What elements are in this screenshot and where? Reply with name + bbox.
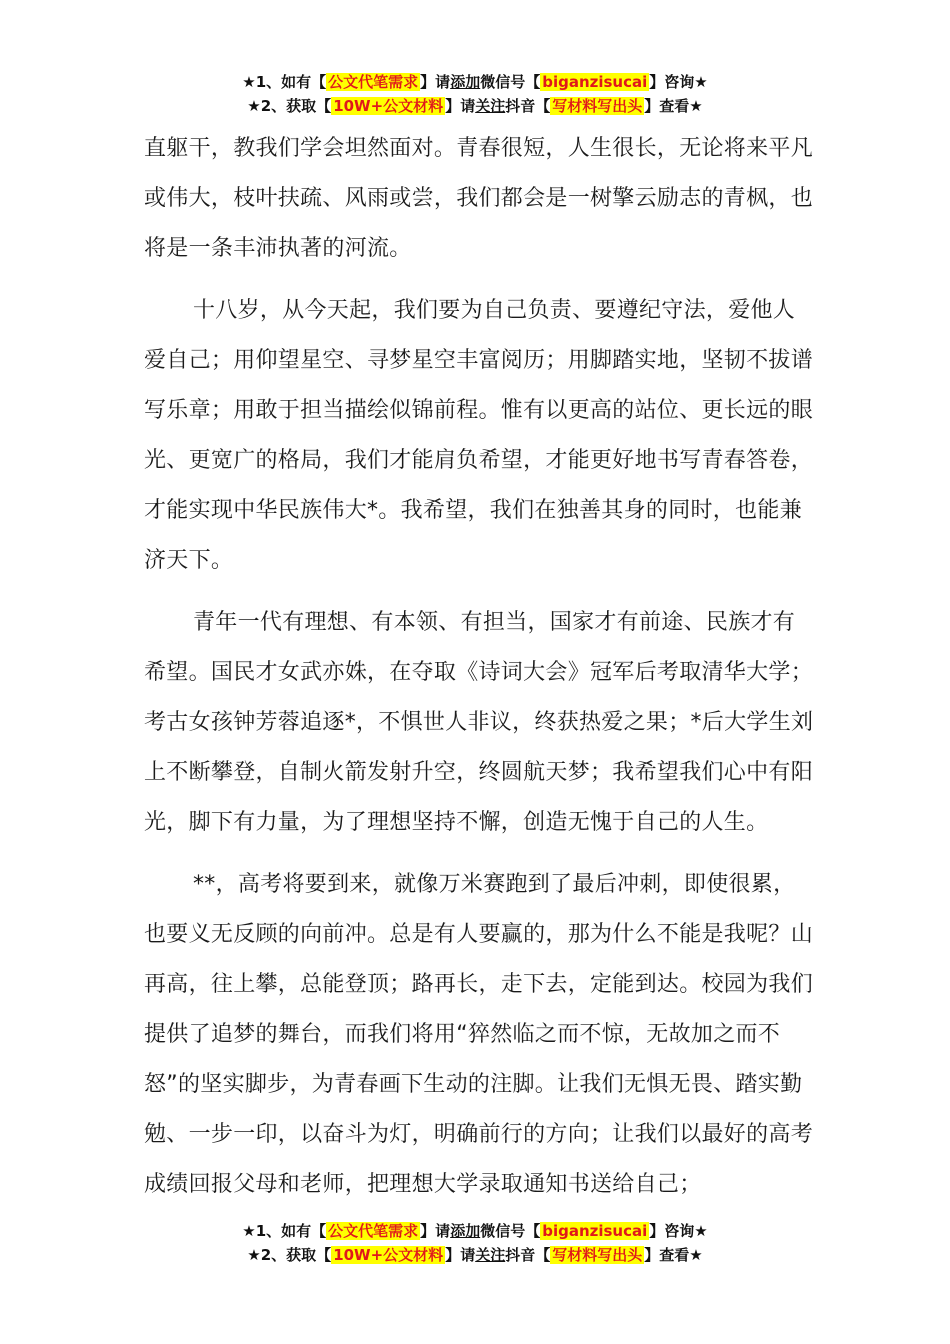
banner-line-1	[0, 70, 950, 94]
highlight-wechat-id: biganzisucai	[542, 1222, 648, 1240]
banner-text: 】咨询★	[649, 73, 708, 91]
paragraph-2: 十八岁，从今天起，我们要为自己负责、要遵纪守法，爱他人爱自己；用仰望星空、寻梦星空丰富阅历；用脚踏实地，坚韧不拔谱写乐章；用敢于担当描绘似锦前程。惟有以更高的站位、更长远的眼光、更宽广的格局，我们才能肩负希望，才能更好地书写青春答卷，才能实现中华民族伟大*。我希望，我们在独善其身的同时，也能兼济天下。	[144, 298, 814, 573]
banner-text: 】请	[420, 1222, 451, 1240]
banner-text: 】查看★	[644, 1246, 703, 1264]
banner-text: 抖音【	[505, 97, 551, 115]
highlight-douyin: 写材料写出头	[552, 1246, 643, 1264]
highlight-materials: 10W+公文材料	[333, 97, 444, 115]
banner-text: 】请	[420, 73, 451, 91]
highlight-wechat-id: biganzisucai	[542, 73, 648, 91]
banner-text: 】查看★	[644, 97, 703, 115]
banner-text: 】咨询★	[649, 1222, 708, 1240]
document-body	[144, 124, 816, 1222]
banner-text: 微信号【	[480, 73, 541, 91]
banner-text: 抖音【	[505, 1246, 551, 1264]
underline-add: 添加	[450, 73, 481, 91]
paragraph-4: **，高考将要到来，就像万米赛跑到了最后冲刺，即使很累，也要义无反顾的向前冲。总是有人要赢的，那为什么不能是我呢？山再高，往上攀，总能登顶；路再长，走下去，定能到达。校园为我们提供了追梦的舞台，而我们将用“猝然临之而不惊，无故加之而不怒”的坚实脚步，为青春画下生动的注脚。让我们无惧无畏、踏实勤勉、一步一印，以奋斗为灯，明确前行的方向；让我们以最好的高考成绩回报父母和老师，把理想大学录取通知书送给自己；	[144, 872, 814, 1197]
paragraph-1: 直躯干，教我们学会坦然面对。青春很短，人生很长，无论将来平凡或伟大，枝叶扶疏、风雨或尝，我们都会是一树擎云励志的青枫，也将是一条丰沛执著的河流。	[144, 136, 814, 261]
highlight-service: 公文代笔需求	[328, 73, 419, 91]
underline-follow: 关注	[475, 97, 506, 115]
banner-text: 】请	[445, 1246, 476, 1264]
underline-add: 添加	[450, 1222, 481, 1240]
banner-text: 】请	[445, 97, 476, 115]
header-banner	[0, 70, 950, 118]
banner-line-2	[0, 94, 950, 118]
banner-line-1	[0, 1219, 950, 1243]
banner-text: ★2、获取【	[247, 97, 332, 115]
banner-text: ★2、获取【	[247, 1246, 332, 1264]
underline-follow: 关注	[475, 1246, 506, 1264]
highlight-douyin: 写材料写出头	[552, 97, 643, 115]
footer-banner	[0, 1219, 950, 1267]
paragraph-3: 青年一代有理想、有本领、有担当，国家才有前途、民族才有希望。国民才女武亦姝，在夺取《诗词大会》冠军后考取清华大学；考古女孩钟芳蓉追逐*，不惧世人非议，终获热爱之果；*后大学生刘上不断攀登，自制火箭发射升空，终圆航天梦；我希望我们心中有阳光，脚下有力量，为了理想坚持不懈，创造无愧于自己的人生。	[144, 610, 814, 835]
banner-text: ★1、如有【	[242, 1222, 327, 1240]
banner-line-2	[0, 1243, 950, 1267]
banner-text: 微信号【	[480, 1222, 541, 1240]
banner-text: ★1、如有【	[242, 73, 327, 91]
highlight-service: 公文代笔需求	[328, 1222, 419, 1240]
highlight-materials: 10W+公文材料	[333, 1246, 444, 1264]
